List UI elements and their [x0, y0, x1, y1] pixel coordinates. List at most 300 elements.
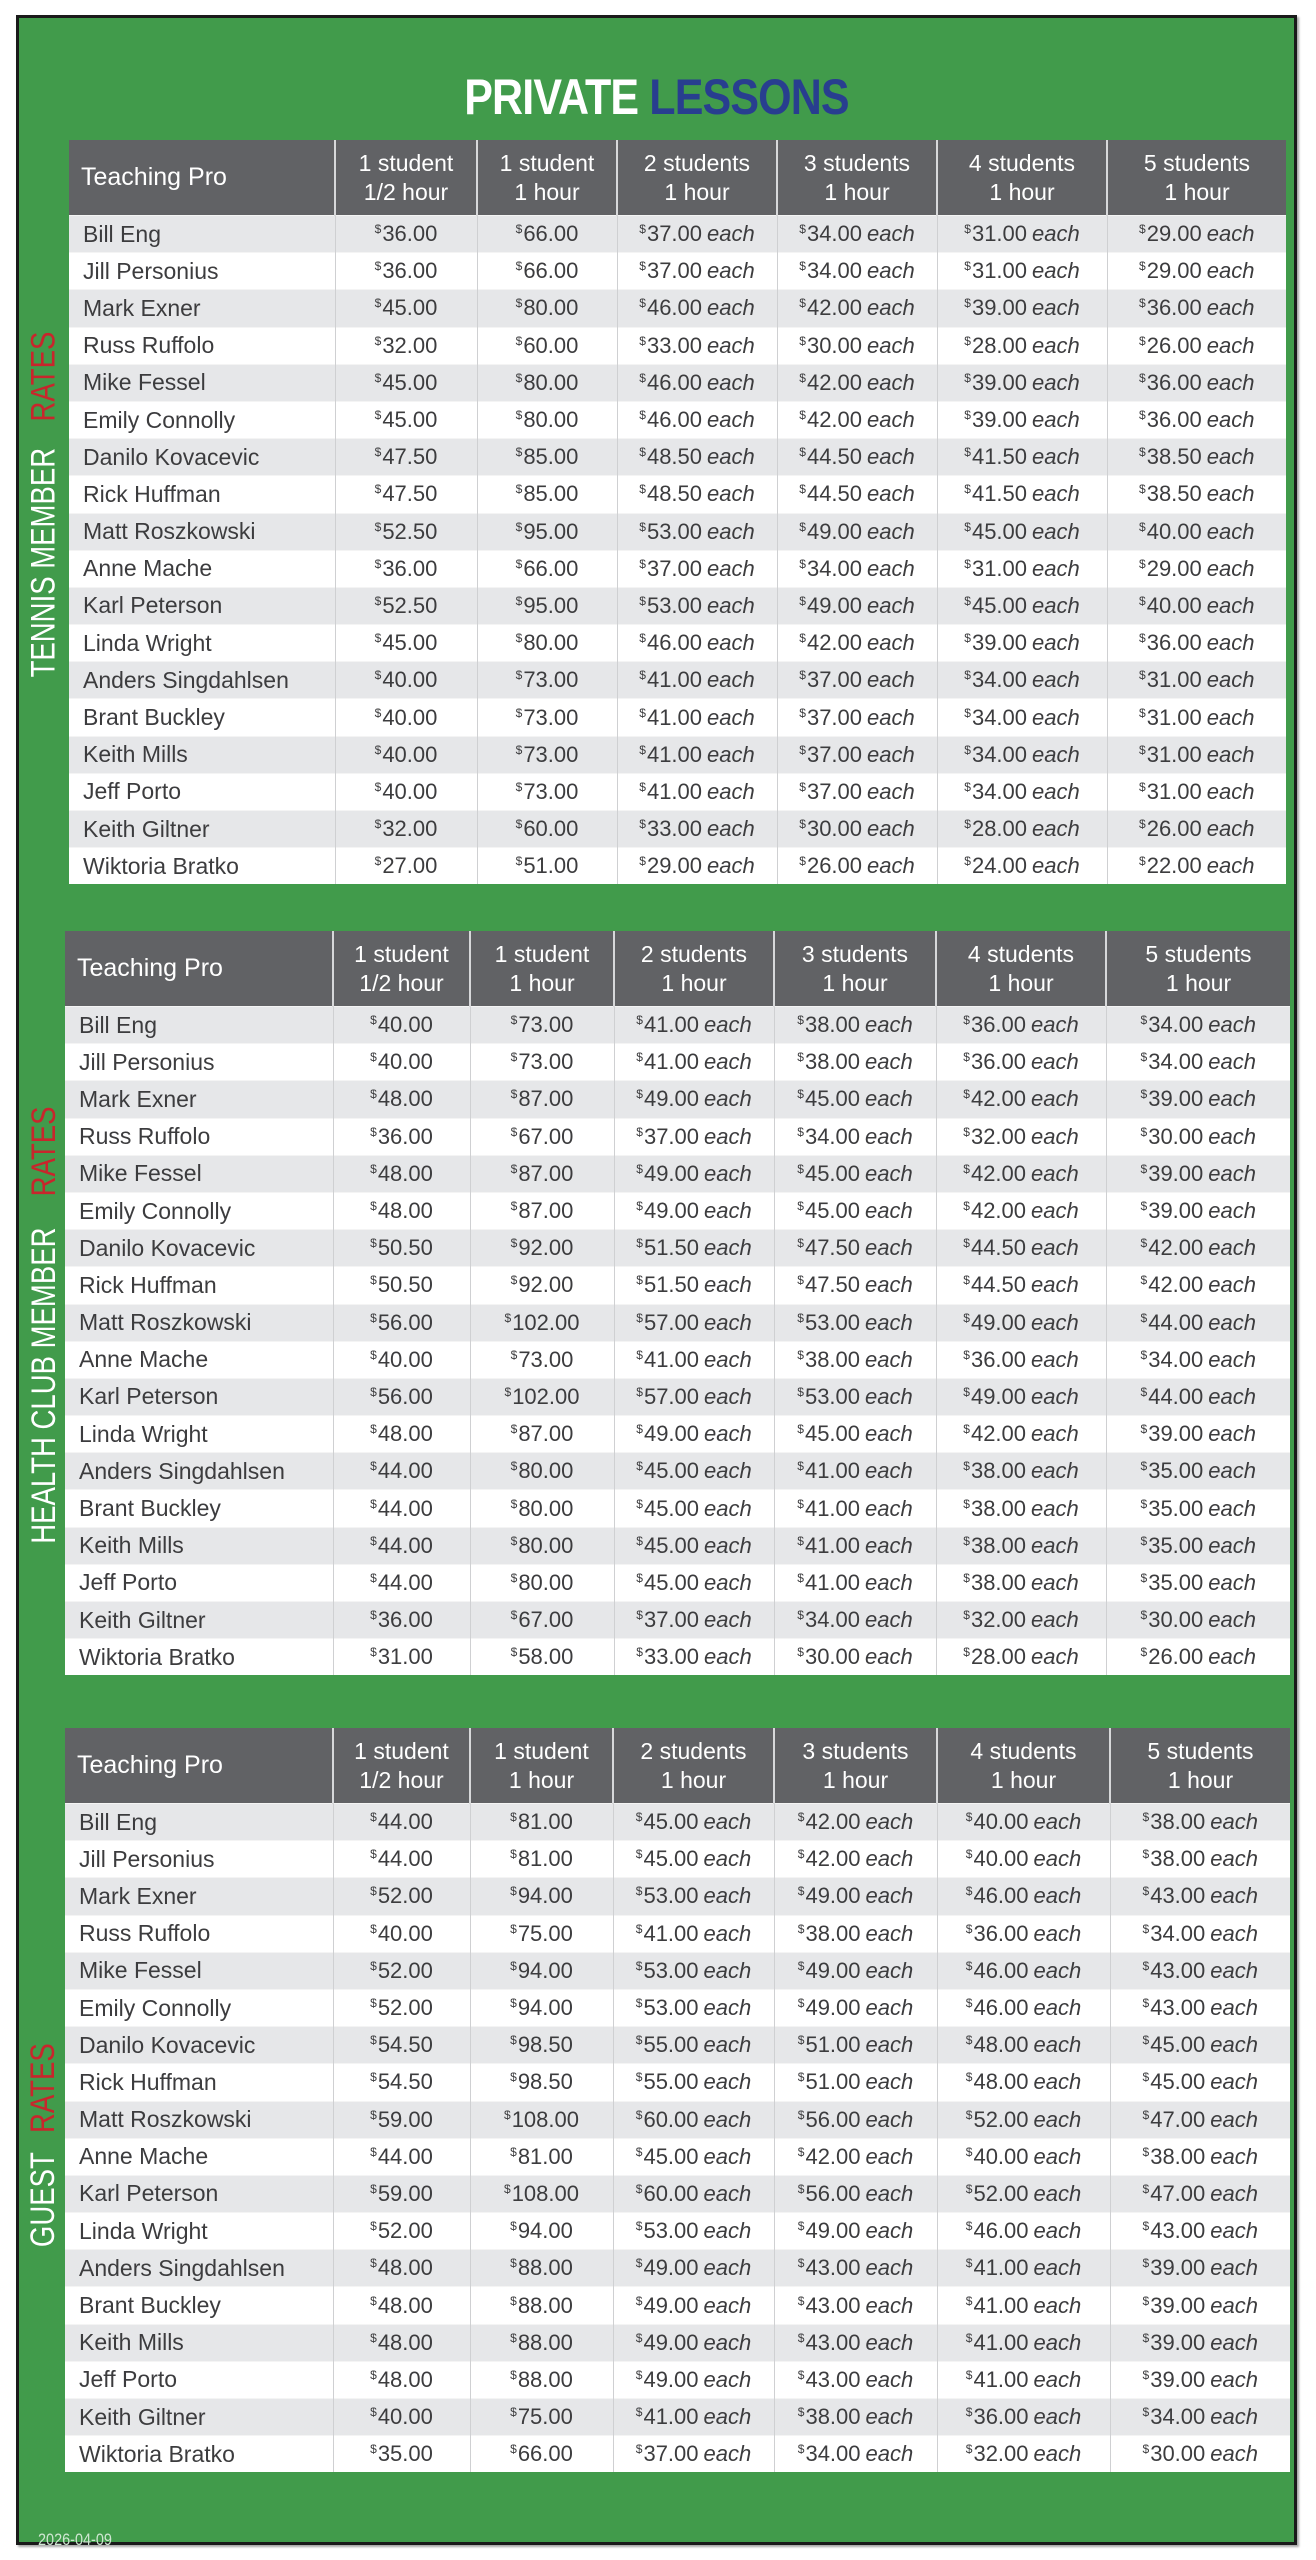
- price-cell: [774, 1007, 936, 1044]
- price-value: 49.00: [643, 1086, 700, 1112]
- each-suffix: each: [703, 1957, 752, 1983]
- each-suffix: each: [1032, 444, 1080, 470]
- price-cell: [937, 2175, 1110, 2212]
- price-value: 73.00: [523, 741, 579, 767]
- price-cell: [470, 1378, 614, 1415]
- currency-symbol: $: [1142, 1921, 1150, 1936]
- price-value: 36.00: [1146, 295, 1202, 321]
- each-suffix: each: [1208, 1012, 1256, 1038]
- pro-name-cell: Matt Roszkowski: [65, 1304, 333, 1341]
- each-suffix: each: [1033, 1846, 1082, 1872]
- currency-symbol: $: [1140, 1273, 1148, 1288]
- each-suffix: each: [865, 2366, 914, 2392]
- price-cell: [774, 1602, 936, 1639]
- price-cell: [477, 736, 617, 773]
- column-header: [333, 1728, 470, 1804]
- each-suffix: each: [704, 1123, 752, 1149]
- each-suffix: each: [865, 1532, 913, 1558]
- price-cell: [470, 1915, 613, 1952]
- price-cell: [617, 550, 777, 587]
- currency-symbol: $: [639, 408, 646, 423]
- price-value: 46.00: [646, 407, 703, 433]
- each-suffix: each: [1206, 258, 1255, 284]
- price-cell: [777, 290, 937, 327]
- pro-name-cell: Jeff Porto: [65, 1564, 333, 1601]
- currency-symbol: $: [963, 1459, 970, 1474]
- price-value: 38.00: [970, 1458, 1027, 1484]
- each-suffix: each: [1033, 2366, 1082, 2392]
- price-cell: [936, 1267, 1106, 1304]
- table-row: [69, 811, 1286, 848]
- each-suffix: each: [1033, 1809, 1082, 1835]
- price-cell: [613, 2287, 774, 2324]
- price-cell: [774, 1989, 937, 2026]
- each-suffix: each: [1206, 407, 1255, 433]
- table-row: [65, 2064, 1290, 2101]
- column-header-teaching-pro: [65, 1728, 333, 1804]
- currency-symbol: $: [797, 1422, 804, 1437]
- each-suffix: each: [1033, 2143, 1082, 2169]
- price-cell: [470, 2027, 613, 2064]
- price-cell: [774, 1155, 936, 1192]
- price-value: 45.00: [804, 1198, 861, 1224]
- each-suffix: each: [704, 1086, 752, 1112]
- currency-symbol: $: [635, 2033, 643, 2048]
- each-suffix: each: [1206, 444, 1255, 470]
- column-header-line: 1 hour: [660, 1766, 727, 1793]
- price-cell: [1107, 811, 1286, 848]
- price-value: 73.00: [518, 1346, 574, 1372]
- column-header: [613, 1728, 774, 1804]
- price-value: 39.00: [1150, 2255, 1206, 2281]
- each-suffix: each: [707, 630, 755, 656]
- price-cell: [937, 773, 1107, 810]
- price-value: 36.00: [377, 1607, 433, 1633]
- each-suffix: each: [1208, 1309, 1256, 1335]
- price-value: 92.00: [518, 1272, 574, 1298]
- price-value: 42.00: [1148, 1272, 1204, 1298]
- each-suffix: each: [1208, 1198, 1256, 1224]
- price-cell: [936, 1192, 1106, 1229]
- currency-symbol: $: [799, 593, 806, 608]
- each-suffix: each: [1206, 295, 1255, 321]
- currency-symbol: $: [515, 333, 523, 348]
- price-cell: [333, 1804, 470, 1841]
- currency-symbol: $: [797, 1347, 804, 1362]
- table-header: [69, 140, 1286, 216]
- column-header: [333, 931, 470, 1007]
- pro-name-cell: Rick Huffman: [65, 2064, 333, 2101]
- currency-symbol: $: [965, 2293, 973, 2308]
- price-cell: [936, 1416, 1106, 1453]
- column-header-line: 1 hour: [822, 969, 888, 996]
- currency-symbol: $: [797, 1996, 805, 2011]
- price-value: 43.00: [1150, 1883, 1206, 1909]
- currency-symbol: $: [799, 222, 806, 237]
- price-cell: [614, 1490, 774, 1527]
- price-cell: [617, 439, 777, 476]
- price-cell: [333, 1490, 470, 1527]
- each-suffix: each: [707, 667, 755, 693]
- price-value: 38.00: [804, 1049, 861, 1075]
- pro-name-cell: Matt Roszkowski: [69, 513, 335, 550]
- currency-symbol: $: [635, 2144, 643, 2159]
- currency-symbol: $: [510, 2219, 517, 2234]
- price-value: 45.00: [1150, 2069, 1206, 2095]
- each-suffix: each: [1031, 1607, 1079, 1633]
- section-label-main: GUEST: [24, 2151, 63, 2247]
- table-row: [65, 1602, 1290, 1639]
- price-cell: [936, 1155, 1106, 1192]
- each-suffix: each: [707, 221, 755, 247]
- each-suffix: each: [1208, 1495, 1256, 1521]
- currency-symbol: $: [965, 2070, 973, 2085]
- price-value: 102.00: [512, 1309, 580, 1335]
- currency-symbol: $: [636, 1422, 643, 1437]
- price-value: 26.00: [1146, 332, 1202, 358]
- price-cell: [937, 1878, 1110, 1915]
- price-value: 49.00: [805, 1995, 861, 2021]
- rates-table-health-club-member: [65, 931, 1290, 1675]
- price-value: 34.00: [804, 1123, 861, 1149]
- currency-symbol: $: [510, 2256, 517, 2271]
- currency-symbol: $: [1140, 1570, 1148, 1585]
- each-suffix: each: [703, 1920, 752, 1946]
- each-suffix: each: [703, 2404, 752, 2430]
- column-header: [936, 931, 1106, 1007]
- price-value: 48.00: [377, 1421, 433, 1447]
- price-cell: [614, 1602, 774, 1639]
- price-cell: [333, 1007, 470, 1044]
- price-value: 75.00: [517, 2404, 573, 2430]
- each-suffix: each: [865, 1995, 914, 2021]
- price-cell: [614, 1416, 774, 1453]
- currency-symbol: $: [636, 1347, 643, 1362]
- price-value: 38.00: [970, 1569, 1027, 1595]
- currency-symbol: $: [370, 2293, 377, 2308]
- currency-symbol: $: [963, 1608, 970, 1623]
- each-suffix: each: [1032, 704, 1080, 730]
- pro-name-cell: Anders Singdahlsen: [69, 662, 335, 699]
- price-value: 35.00: [1148, 1569, 1204, 1595]
- pro-name-cell: Keith Giltner: [65, 1602, 333, 1639]
- currency-symbol: $: [370, 1884, 377, 1899]
- price-cell: [477, 401, 617, 438]
- price-cell: [1106, 1304, 1290, 1341]
- currency-symbol: $: [370, 1199, 377, 1214]
- currency-symbol: $: [1140, 1496, 1148, 1511]
- price-cell: [614, 1192, 774, 1229]
- currency-symbol: $: [515, 631, 523, 646]
- price-value: 46.00: [646, 369, 703, 395]
- each-suffix: each: [867, 853, 915, 879]
- each-suffix: each: [1031, 1495, 1079, 1521]
- price-value: 34.00: [806, 555, 863, 581]
- price-cell: [614, 1118, 774, 1155]
- price-value: 45.00: [643, 1532, 700, 1558]
- price-value: 31.00: [1146, 667, 1202, 693]
- each-suffix: each: [1210, 2366, 1258, 2392]
- table-row: [65, 2175, 1290, 2212]
- table-row: [65, 2213, 1290, 2250]
- price-value: 31.00: [971, 555, 1028, 581]
- price-cell: [937, 2138, 1110, 2175]
- price-cell: [774, 2101, 937, 2138]
- each-suffix: each: [1210, 2404, 1258, 2430]
- price-cell: [937, 439, 1107, 476]
- price-cell: [937, 290, 1107, 327]
- currency-symbol: $: [799, 296, 806, 311]
- table-row: [65, 1267, 1290, 1304]
- each-suffix: each: [865, 1086, 913, 1112]
- each-suffix: each: [1210, 2255, 1258, 2281]
- price-value: 41.00: [643, 1049, 700, 1075]
- each-suffix: each: [703, 1846, 752, 1872]
- price-value: 53.00: [643, 2218, 699, 2244]
- price-value: 45.00: [382, 407, 438, 433]
- currency-symbol: $: [964, 817, 971, 832]
- currency-symbol: $: [964, 222, 971, 237]
- each-suffix: each: [1031, 1346, 1079, 1372]
- price-cell: [614, 1007, 774, 1044]
- currency-symbol: $: [965, 2144, 973, 2159]
- currency-symbol: $: [510, 1236, 518, 1251]
- each-suffix: each: [865, 1809, 914, 1835]
- price-cell: [614, 1044, 774, 1081]
- currency-symbol: $: [639, 742, 646, 757]
- price-cell: [470, 2361, 613, 2398]
- price-cell: [1110, 1915, 1290, 1952]
- currency-symbol: $: [370, 2256, 377, 2271]
- currency-symbol: $: [510, 2070, 517, 2085]
- table-row: [69, 290, 1286, 327]
- section-label-guest: [22, 1990, 66, 2300]
- currency-symbol: $: [374, 519, 382, 534]
- price-value: 41.00: [973, 2329, 1029, 2355]
- currency-symbol: $: [510, 2144, 517, 2159]
- price-cell: [335, 364, 477, 401]
- each-suffix: each: [865, 2180, 914, 2206]
- price-value: 41.00: [973, 2255, 1029, 2281]
- price-cell: [937, 327, 1107, 364]
- price-value: 29.00: [1146, 555, 1202, 581]
- price-value: 48.50: [646, 444, 703, 470]
- each-suffix: each: [707, 258, 755, 284]
- price-value: 37.00: [643, 1123, 700, 1149]
- price-value: 39.00: [1148, 1198, 1204, 1224]
- currency-symbol: $: [635, 2107, 643, 2122]
- currency-symbol: $: [1142, 1884, 1150, 1899]
- column-header: [774, 931, 936, 1007]
- price-value: 53.00: [643, 1883, 699, 1909]
- table-header: [65, 931, 1290, 1007]
- currency-symbol: $: [374, 408, 382, 423]
- price-value: 45.00: [971, 518, 1028, 544]
- price-value: 47.50: [382, 444, 438, 470]
- column-header-line: 1/2 hour: [359, 969, 444, 996]
- price-cell: [470, 1155, 614, 1192]
- each-suffix: each: [865, 2292, 914, 2318]
- price-value: 108.00: [511, 2106, 579, 2132]
- currency-symbol: $: [636, 1161, 643, 1176]
- currency-symbol: $: [515, 668, 523, 683]
- currency-symbol: $: [965, 1810, 973, 1825]
- column-header-teaching-pro: [69, 140, 335, 216]
- currency-symbol: $: [639, 817, 646, 832]
- price-cell: [614, 1564, 774, 1601]
- price-cell: [613, 1841, 774, 1878]
- currency-symbol: $: [1140, 1050, 1148, 1065]
- price-cell: [470, 2101, 613, 2138]
- currency-symbol: $: [370, 1496, 377, 1511]
- price-cell: [774, 2175, 937, 2212]
- pro-name-cell: Jill Personius: [65, 1841, 333, 1878]
- price-value: 43.00: [1150, 2218, 1206, 2244]
- price-cell: [937, 848, 1107, 885]
- price-value: 42.00: [805, 2143, 861, 2169]
- price-cell: [614, 1527, 774, 1564]
- each-suffix: each: [1208, 1458, 1256, 1484]
- currency-symbol: $: [797, 1310, 804, 1325]
- price-cell: [613, 1878, 774, 1915]
- table-row: [65, 1453, 1290, 1490]
- currency-symbol: $: [797, 1050, 804, 1065]
- price-cell: [617, 587, 777, 624]
- currency-symbol: $: [963, 1161, 970, 1176]
- column-header: [774, 1728, 937, 1804]
- currency-symbol: $: [370, 2330, 377, 2345]
- price-value: 60.00: [523, 816, 579, 842]
- price-value: 44.00: [377, 2143, 433, 2169]
- currency-symbol: $: [797, 1921, 805, 1936]
- price-value: 44.00: [1148, 1309, 1204, 1335]
- currency-symbol: $: [635, 2367, 643, 2382]
- price-cell: [617, 811, 777, 848]
- each-suffix: each: [703, 2441, 752, 2467]
- pro-name-cell: Mark Exner: [65, 1081, 333, 1118]
- pro-name-cell: Brant Buckley: [69, 699, 335, 736]
- price-cell: [774, 1304, 936, 1341]
- each-suffix: each: [1208, 1607, 1256, 1633]
- price-cell: [1107, 253, 1286, 290]
- price-cell: [614, 1341, 774, 1378]
- currency-symbol: $: [374, 370, 382, 385]
- currency-symbol: $: [965, 2256, 973, 2271]
- currency-symbol: $: [799, 259, 806, 274]
- currency-symbol: $: [370, 1013, 377, 1028]
- price-cell: [470, 1341, 614, 1378]
- pro-name-cell: Emily Connolly: [69, 401, 335, 438]
- currency-symbol: $: [510, 1013, 518, 1028]
- currency-symbol: $: [639, 668, 646, 683]
- table-row: [69, 327, 1286, 364]
- currency-symbol: $: [965, 1884, 973, 1899]
- currency-symbol: $: [635, 1958, 643, 1973]
- price-cell: [774, 1192, 936, 1229]
- price-cell: [333, 1453, 470, 1490]
- currency-symbol: $: [636, 1645, 643, 1660]
- price-cell: [777, 662, 937, 699]
- price-value: 49.00: [806, 592, 863, 618]
- price-value: 41.00: [804, 1532, 861, 1558]
- price-value: 49.00: [643, 1160, 700, 1186]
- currency-symbol: $: [963, 1273, 970, 1288]
- each-suffix: each: [1208, 1569, 1256, 1595]
- each-suffix: each: [865, 1644, 913, 1670]
- column-header-line: 3 students: [801, 940, 909, 967]
- price-cell: [936, 1639, 1106, 1676]
- price-cell: [1107, 364, 1286, 401]
- each-suffix: each: [1208, 1532, 1256, 1558]
- currency-symbol: $: [1139, 668, 1146, 683]
- price-value: 28.00: [971, 332, 1028, 358]
- price-cell: [1107, 848, 1286, 885]
- column-header: [470, 1728, 613, 1804]
- currency-symbol: $: [636, 1050, 643, 1065]
- currency-symbol: $: [797, 1608, 804, 1623]
- currency-symbol: $: [635, 2070, 643, 2085]
- price-cell: [1110, 2101, 1290, 2138]
- price-value: 40.00: [377, 2404, 433, 2430]
- price-cell: [470, 2436, 613, 2473]
- price-cell: [937, 550, 1107, 587]
- each-suffix: each: [1210, 2292, 1258, 2318]
- price-value: 37.00: [646, 258, 703, 284]
- header-row: [65, 1728, 1290, 1804]
- price-value: 40.00: [377, 1012, 433, 1038]
- currency-symbol: $: [964, 779, 971, 794]
- table-row: [69, 625, 1286, 662]
- price-value: 102.00: [512, 1383, 580, 1409]
- currency-symbol: $: [1139, 854, 1146, 869]
- currency-symbol: $: [1139, 370, 1146, 385]
- currency-symbol: $: [636, 1124, 643, 1139]
- price-value: 28.00: [970, 1644, 1027, 1670]
- price-cell: [614, 1453, 774, 1490]
- price-cell: [333, 1044, 470, 1081]
- currency-symbol: $: [1142, 2219, 1150, 2234]
- currency-symbol: $: [370, 1810, 377, 1825]
- each-suffix: each: [707, 407, 755, 433]
- currency-symbol: $: [965, 2330, 973, 2345]
- each-suffix: each: [1206, 741, 1255, 767]
- currency-symbol: $: [1142, 2181, 1150, 2196]
- currency-symbol: $: [797, 2330, 805, 2345]
- price-value: 42.00: [1148, 1235, 1204, 1261]
- price-cell: [777, 327, 937, 364]
- price-cell: [333, 1564, 470, 1601]
- each-suffix: each: [1210, 2106, 1258, 2132]
- each-suffix: each: [867, 816, 915, 842]
- price-cell: [333, 1230, 470, 1267]
- currency-symbol: $: [370, 2144, 377, 2159]
- price-cell: [617, 513, 777, 550]
- price-value: 41.00: [646, 704, 703, 730]
- currency-symbol: $: [799, 519, 806, 534]
- price-value: 37.00: [646, 221, 703, 247]
- price-cell: [470, 1878, 613, 1915]
- price-value: 94.00: [517, 1957, 573, 1983]
- price-value: 41.00: [646, 667, 703, 693]
- price-cell: [777, 550, 937, 587]
- price-value: 45.00: [804, 1160, 861, 1186]
- currency-symbol: $: [504, 2107, 511, 2122]
- price-value: 80.00: [523, 630, 579, 656]
- currency-symbol: $: [964, 370, 971, 385]
- each-suffix: each: [704, 1569, 752, 1595]
- price-cell: [613, 2361, 774, 2398]
- title-lessons: LESSONS: [649, 69, 849, 125]
